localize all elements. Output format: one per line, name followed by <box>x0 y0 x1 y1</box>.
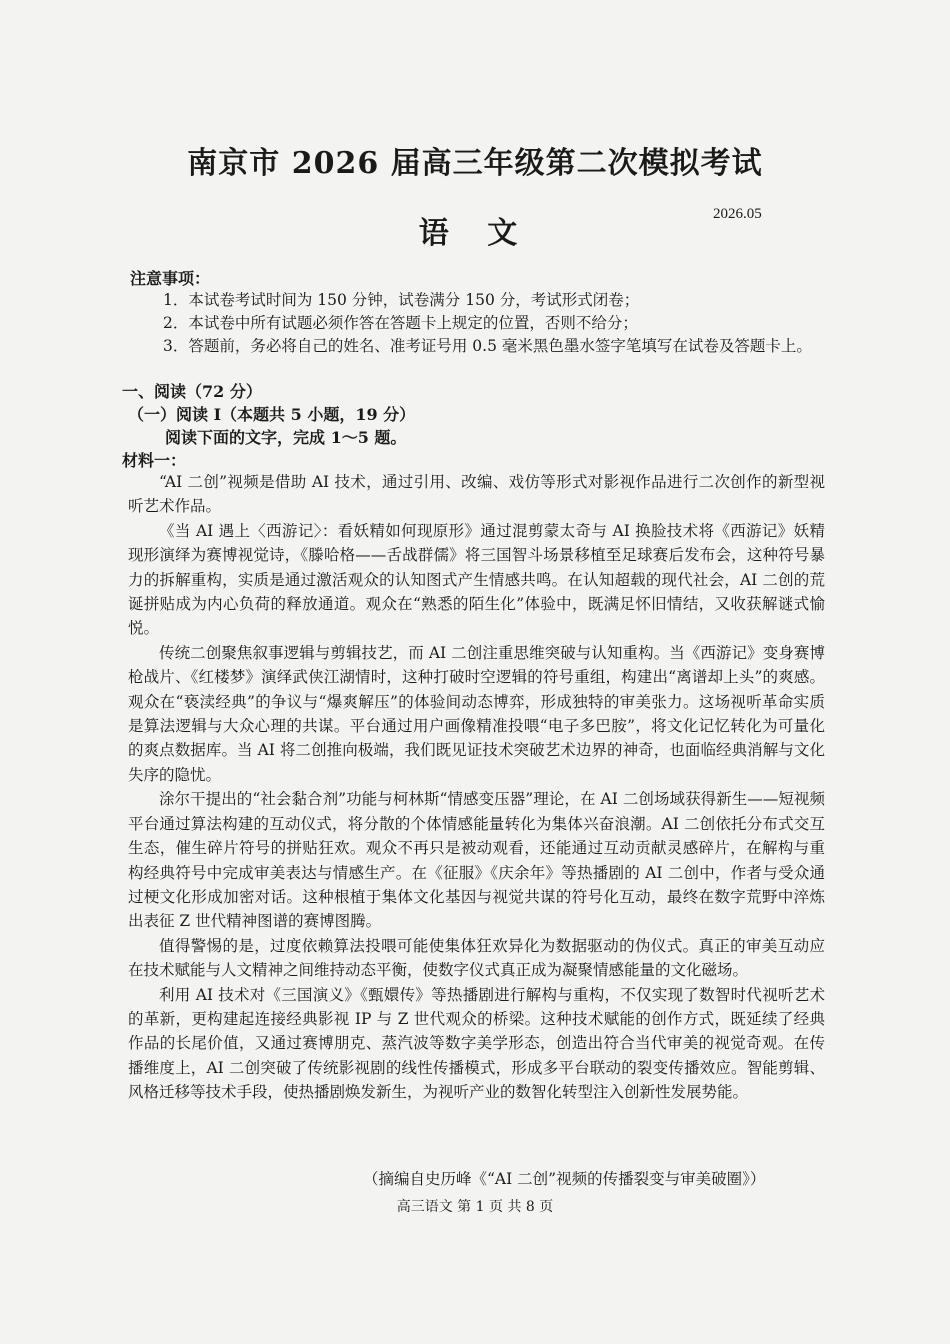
paragraph: “AI 二创”视频是借助 AI 技术，通过引用、改编、戏仿等形式对影视作品进行二次创作的新型视听艺术作品。 <box>128 473 825 516</box>
paragraph: 传统二创聚焦叙事逻辑与剪辑技艺，而 AI 二创注重思维突破与认知重构。当《西游记》变身赛博枪战片、《红楼梦》演绎武侠江湖情时，这种打破时空逻辑的符号重组，构建出“离谱却上头”的爽感。观众在“亵渎经典”的争议与“爆爽解压”的体验间动态博弈，形成独特的审美张力。这场视听革命实质是算法逻辑与大众心理的共谋。平台通过用户画像精准投喂“电子多巴胺”，将文化记忆转化为可量化的爽点数据库。当 AI 将二创推向极端，我们既见证技术突破艺术边界的神奇，也面临经典消解与文化失序的隐忧。 <box>128 643 825 784</box>
notice-list <box>163 289 828 358</box>
notice-heading: 注意事项： <box>130 269 211 288</box>
notice-item: 3．答题前，务必将自己的姓名、准考证号用 0.5 毫米黑色墨水签字笔填写在试卷及答题卡上。 <box>163 337 812 355</box>
reading-instruction: 阅读下面的文字，完成 1～5 题。 <box>165 428 407 447</box>
subsection-heading: （一）阅读 Ⅰ（本题共 5 小题，19 分） <box>128 405 416 424</box>
notice-item: 1．本试卷考试时间为 150 分钟，试卷满分 150 分，考试形式闭卷； <box>163 291 640 309</box>
page-footer: 高三语文 第 1 页 共 8 页 <box>396 1199 554 1215</box>
section-heading: 一、阅读（72 分） <box>122 382 262 401</box>
paragraph: 《当 AI 遇上〈西游记〉：看妖精如何现原形》通过混剪蒙太奇与 AI 换脸技术将《西游记》妖精现形演绎为赛博视觉诗，《滕哈格——舌战群儒》将三国智斗场景移植至足球赛后发布会，这种符号暴力的拆解重构，实质是通过激活观众的认知图式产生情感共鸣。在认知超载的现代社会，AI 二创的荒诞拼贴成为内心负荷的释放通道。观众在“熟悉的陌生化”体验中，既满足怀旧情结，又收获解谜式愉悦。 <box>128 521 826 638</box>
notice-item: 2．本试卷中所有试题必须作答在答题卡上规定的位置，否则不给分； <box>163 314 638 332</box>
exam-date: 2026.05 <box>713 206 762 222</box>
material-body <box>128 470 825 1105</box>
exam-title: 南京市 2026 届高三年级第二次模拟考试 <box>187 146 763 181</box>
exam-subject: 语 文 <box>418 216 532 251</box>
material-label: 材料一： <box>122 451 187 470</box>
source-citation: （摘编自史历峰《“AI 二创”视频的传播裂变与审美破圈》） <box>363 1170 766 1188</box>
paragraph: 利用 AI 技术对《三国演义》《甄嬛传》等热播剧进行解构与重构，不仅实现了数智时代视听艺术的革新，更构建起连接经典影视 IP 与 Z 世代观众的桥梁。这种技术赋能的创作方式，既延续了经典作品的长尾价值，又通过赛博朋克、蒸汽波等数字美学形态，创造出符合当代审美的视觉奇观。在传播维度上，AI 二创突破了传统影视剧的线性传播模式，形成多平台联动的裂变传播效应。智能剪辑、风格迁移等技术手段，使热播剧焕发新生，为视听产业的数智化转型注入创新性发展势能。 <box>128 985 825 1102</box>
paragraph: 值得警惕的是，过度依赖算法投喂可能使集体狂欢异化为数据驱动的伪仪式。真正的审美互动应在技术赋能与人文精神之间维持动态平衡，使数字仪式真正成为凝聚情感能量的文化磁场。 <box>128 936 825 980</box>
paragraph: 涂尔干提出的“社会黏合剂”功能与柯林斯“情感变压器”理论，在 AI 二创场域获得新生——短视频平台通过算法构建的互动仪式，将分散的个体情感能量转化为集体兴奋浪潮。AI 二创依托分布式交互生态，催生碎片符号的拼贴狂欢。观众不再只是被动观看，还能通过互动贡献灵感碎片，在解构与重构经典符号中完成审美表达与情感生产。在《征服》《庆余年》等热播剧的 AI 二创中，作者与受众通过梗文化形成加密对话。这种根植于集体文化基因与视觉共谋的符号化互动，最终在数字荒野中淬炼出表征 Z 世代精神图谱的赛博图腾。 <box>128 790 825 931</box>
